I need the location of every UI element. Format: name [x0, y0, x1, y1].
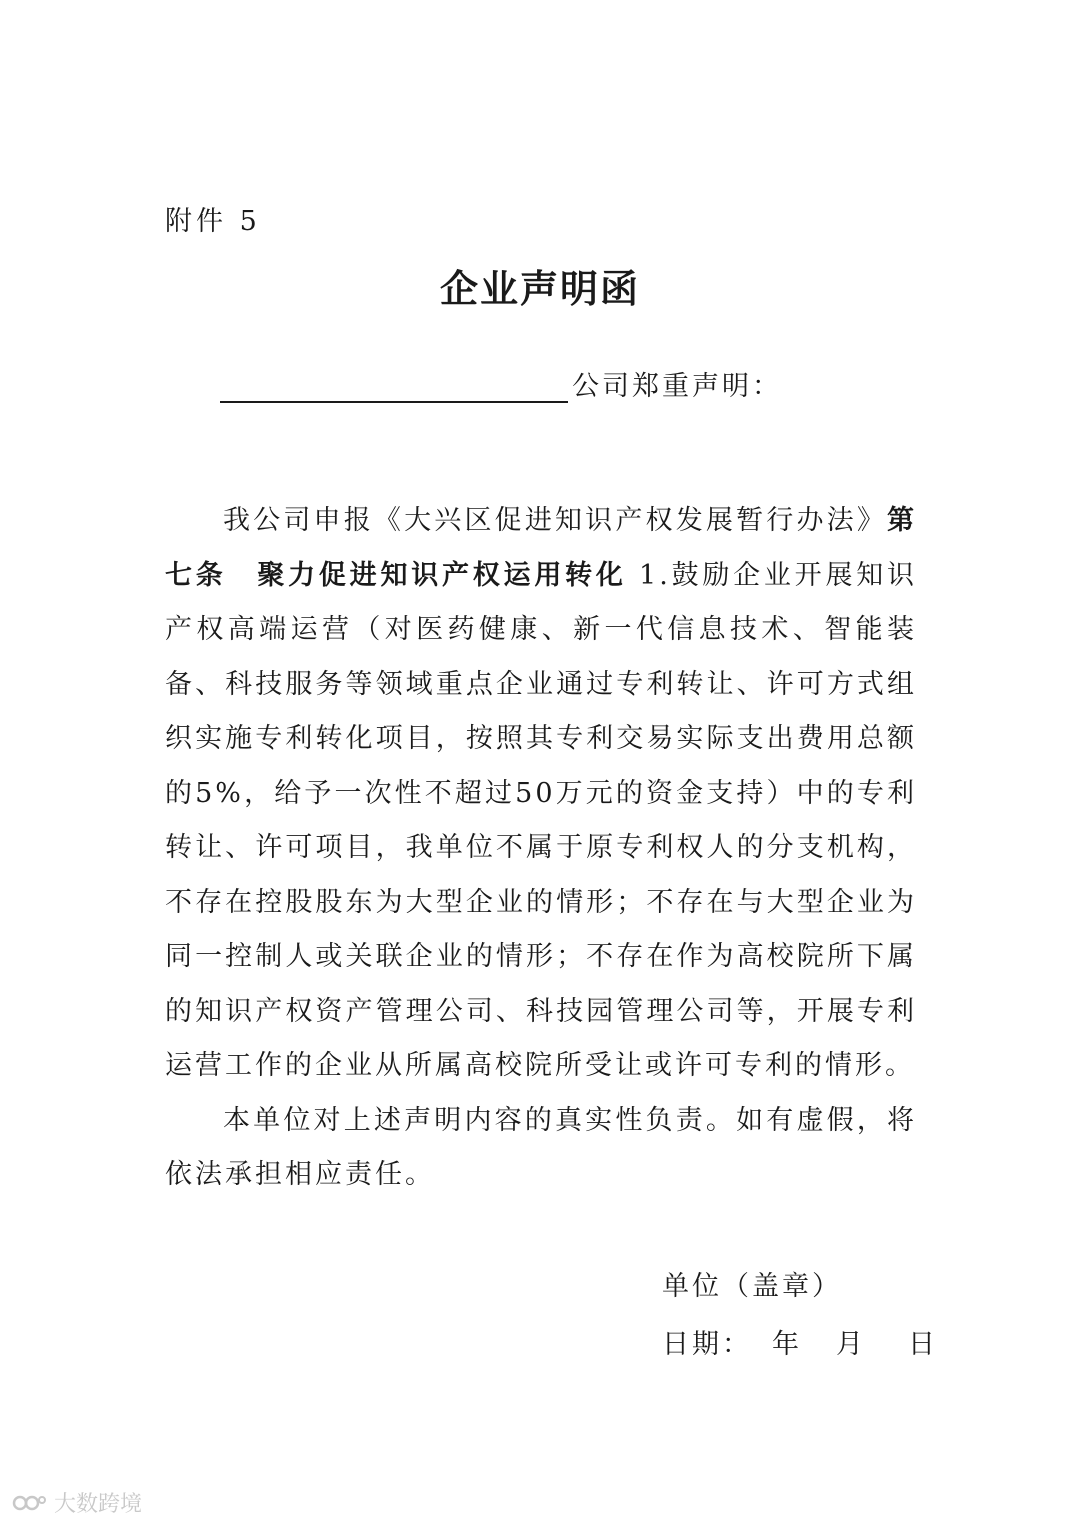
date-month: 月 — [836, 1329, 866, 1360]
paragraph-intro: 我公司申报《大兴区促进知识产权发展暂行办法》 — [223, 505, 887, 536]
declaration-body — [165, 494, 917, 1203]
date-row — [662, 1316, 938, 1374]
date-label: 日期： — [662, 1329, 752, 1360]
declaration-line — [220, 364, 782, 403]
watermark — [12, 1487, 142, 1518]
article-heading: 第七条 聚力促进知识产权运用转化 — [165, 505, 917, 591]
date-year: 年 — [772, 1329, 802, 1360]
watermark-text: 大数跨境 — [54, 1492, 143, 1517]
company-name-blank — [220, 367, 568, 403]
paragraph-main — [165, 494, 917, 1094]
date-day: 日 — [908, 1329, 938, 1360]
document-title: 企业声明函 — [439, 266, 640, 311]
paragraph-rest: 1.鼓励企业开展知识产权高端运营（对医药健康、新一代信息技术、智能装备、科技服务等领域重点企业通过专利转让、许可方式组织实施专利转化项目，按照其专利交易实际支出费用总额的5%，给予一次性不超过50万元的资金支持）中的专利转让、许可项目，我单位不属于原专利权人的分支机构，不存在控股股东为大型企业的情形；不存在与大型企业为同一控制人或关联企业的情形；不存在作为高校院所下属的知识产权资产管理公司、科技园管理公司等，开展专利运营工作的企业从所属高校院所受让或许可专利的情形。 — [165, 559, 918, 1081]
signature-label: 单位（盖章） — [662, 1271, 842, 1302]
signature-block — [662, 1258, 938, 1374]
paragraph-responsibility: 本单位对上述声明内容的真实性负责。如有虚假，将依法承担相应责任。 — [165, 1104, 917, 1190]
weibo-style-logo-icon — [12, 1492, 48, 1514]
attachment-label: 附件 5 — [165, 206, 261, 237]
declaration-suffix: 公司郑重声明： — [572, 371, 782, 402]
